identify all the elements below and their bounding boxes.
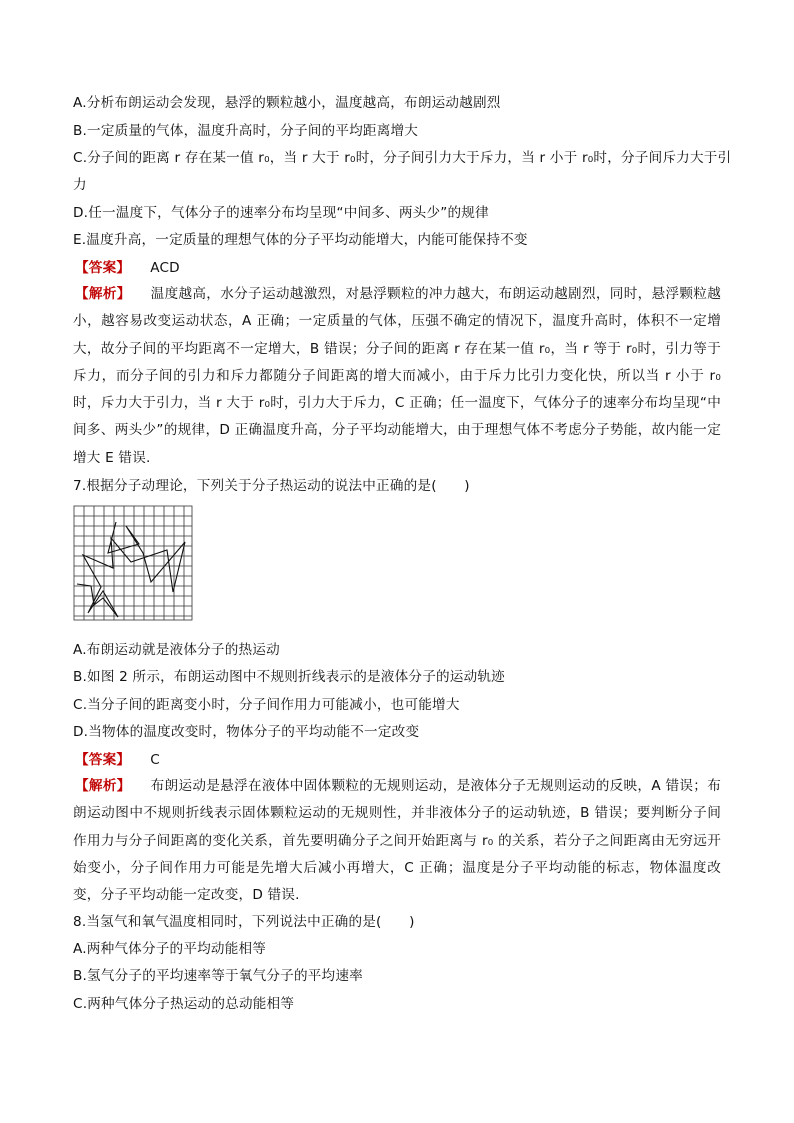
analysis-text: 温度越高，水分子运动越激烈，对悬浮颗粒的冲力越大，布朗运动越剧烈，同时，悬浮颗粒越小，越容易改变运动状态，A 正确；一定质量的气体，压强不确定的情况下，温度升高时，体积不一定增大，故分子间的平均距离不一定增大，B 错误；分子间的距离 r 存在某一值 r₀，当 r 等于 r₀时，引力等于斥力，而分子间的引力和斥力都随分子间距离的增大而减小，由于斥力比引力变化快，所以当 r 小于 r₀时，斥力大于引力，当 r 大于 r₀时，引力大于斥力，C 正确；任一温度下，气体分子的速率分布均呈现“中间多、两头少”的规律，D 正确温度升高，分子平均动能增大，由于理想气体不考虑分子势能，故内能一定增大 E 错误. — [73, 286, 721, 466]
q6-answer — [73, 258, 180, 278]
answer-value: ACD — [150, 260, 180, 276]
q7-question: 7.根据分子动理论，下列关于分子热运动的说法中正确的是( ) — [73, 478, 470, 494]
q7-option-b: B.如图 2 所示，布朗运动图中不规则折线表示的是液体分子的运动轨迹 — [73, 669, 505, 685]
q8-option-a: A.两种气体分子的平均动能相等 — [73, 941, 267, 957]
q6-option-e: E.温度升高，一定质量的理想气体的分子平均动能增大，内能可能保持不变 — [73, 232, 528, 248]
q7-answer — [73, 750, 160, 770]
analysis-label: 【解析】 — [75, 286, 131, 302]
q6-option-d: D.任一温度下，气体分子的速率分布均呈现“中间多、两头少”的规律 — [73, 205, 489, 221]
q8-option-c: C.两种气体分子热运动的总动能相等 — [73, 996, 295, 1012]
q7-option-c: C.当分子间的距离变小时，分子间作用力可能减小，也可能增大 — [73, 697, 460, 713]
q6-option-a: A.分析布朗运动会发现，悬浮的颗粒越小，温度越高，布朗运动越剧烈 — [73, 95, 501, 111]
analysis-label: 【解析】 — [75, 778, 131, 794]
answer-label: 【答案】 — [75, 260, 131, 276]
brownian-grid-diagram — [73, 505, 195, 623]
q6-analysis — [73, 281, 721, 472]
answer-value: C — [150, 752, 160, 768]
q7-analysis — [73, 773, 721, 909]
q6-option-c: C.分子间的距离 r 存在某一值 r₀，当 r 大于 r₀时，分子间引力大于斥力，当 r 小于 r₀时，分子间斥力大于引 — [73, 150, 732, 166]
q6-option-b: B.一定质量的气体，温度升高时，分子间的平均距离增大 — [73, 123, 419, 139]
answer-label: 【答案】 — [75, 752, 131, 768]
brownian-motion-figure — [73, 505, 195, 623]
q8-option-b: B.氢气分子的平均速率等于氧气分子的平均速率 — [73, 968, 363, 984]
analysis-text: 布朗运动是悬浮在液体中固体颗粒的无规则运动，是液体分子无规则运动的反映，A 错误；布朗运动图中不规则折线表示固体颗粒运动的无规则性，并非液体分子的运动轨迹，B 错误；要判断分子间作用力与分子间距离的变化关系，首先要明确分子之间开始距离与 r₀ 的关系，若分子之间距离由无穷远开始变小，分子间作用力可能是先增大后减小再增大，C 正确；温度是分子平均动能的标志，物体温度改变，分子平均动能一定改变，D 错误. — [73, 778, 721, 904]
q8-question: 8.当氢气和氧气温度相同时，下列说法中正确的是( ) — [73, 914, 415, 930]
q6-option-c-cont: 力 — [73, 177, 87, 193]
q7-option-a: A.布朗运动就是液体分子的热运动 — [73, 642, 280, 658]
q7-option-d: D.当物体的温度改变时，物体分子的平均动能不一定改变 — [73, 724, 420, 740]
